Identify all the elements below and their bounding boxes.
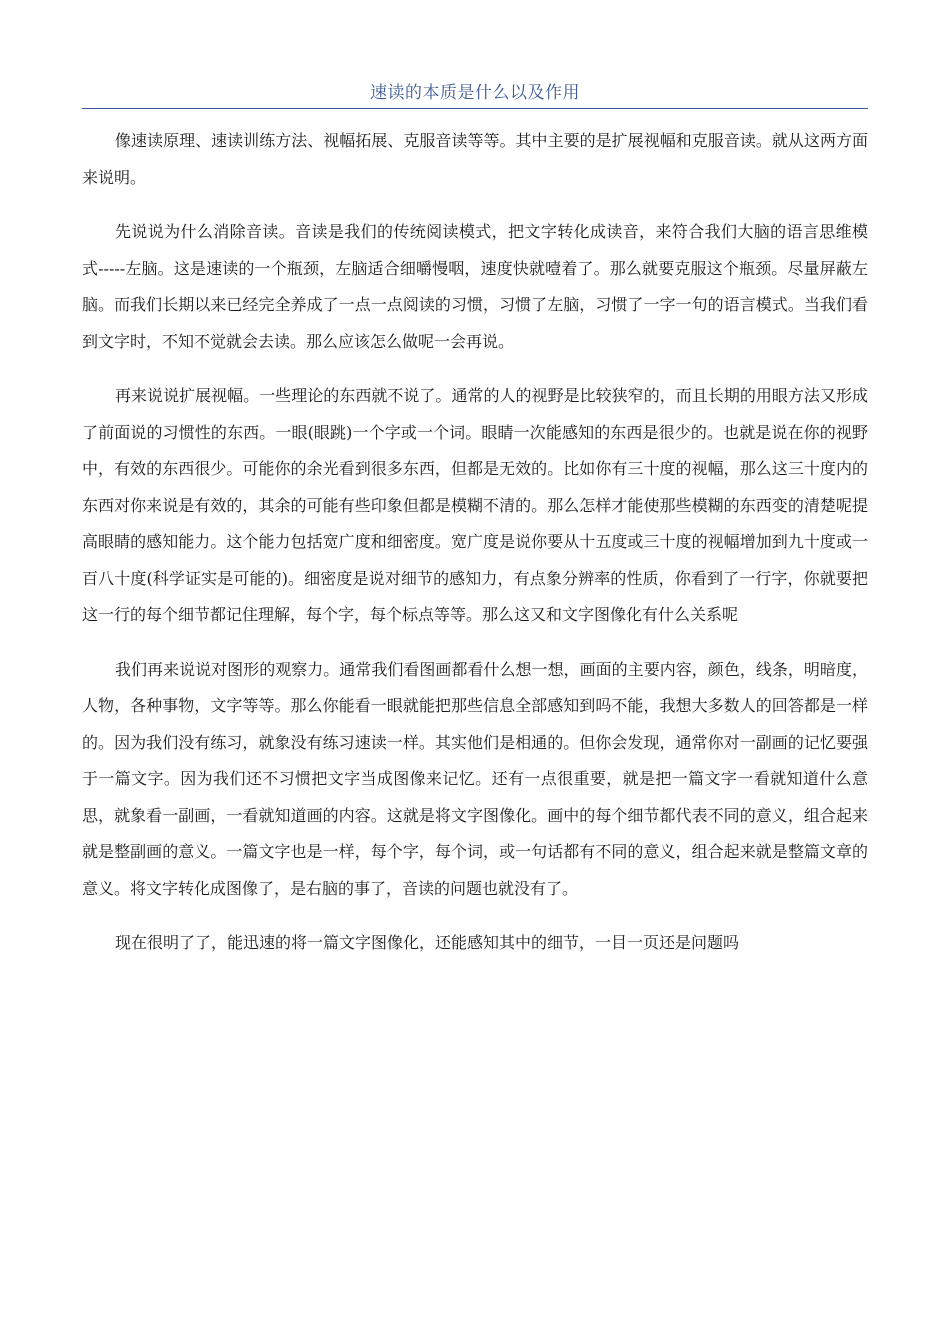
paragraph-2: 先说说为什么消除音读。音读是我们的传统阅读模式，把文字转化成读音，来符合我们大脑的语言思维模式-----左脑。这是速读的一个瓶颈，左脑适合细嚼慢咽，速度快就噎着了。那么就要克服这个瓶颈。尽量屏蔽左脑。而我们长期以来已经完全养成了一点一点阅读的习惯，习惯了左脑，习惯了一字一句的语言模式。当我们看到文字时，不知不觉就会去读。那么应该怎么做呢一会再说。	[82, 222, 868, 351]
page-header-title: 速读的本质是什么以及作用	[370, 83, 580, 103]
paragraph-1: 像速读原理、速读训练方法、视幅拓展、克服音读等等。其中主要的是扩展视幅和克服音读。就从这两方面来说明。	[82, 131, 868, 187]
paragraph-4: 我们再来说说对图形的观察力。通常我们看图画都看什么想一想，画面的主要内容，颜色，线条，明暗度，人物，各种事物，文字等等。那么你能看一眼就能把那些信息全部感知到吗不能，我想大多数人的回答都是一样的。因为我们没有练习，就象没有练习速读一样。其实他们是相通的。但你会发现，通常你对一副画的记忆要强于一篇文字。因为我们还不习惯把文字当成图像来记忆。还有一点很重要，就是把一篇文字一看就知道什么意思，就象看一副画，一看就知道画的内容。这就是将文字图像化。画中的每个细节都代表不同的意义，组合起来就是整副画的意义。一篇文字也是一样，每个字，每个词，或一句话都有不同的意义，组合起来就是整篇文章的意义。将文字转化成图像了，是右脑的事了，音读的问题也就没有了。	[82, 659, 868, 898]
paragraph-3: 再来说说扩展视幅。一些理论的东西就不说了。通常的人的视野是比较狭窄的，而且长期的用眼方法又形成了前面说的习惯性的东西。一眼(眼跳)一个字或一个词。眼睛一次能感知的东西是很少的。也就是说在你的视野中，有效的东西很少。可能你的余光看到很多东西，但都是无效的。比如你有三十度的视幅，那么这三十度内的东西对你来说是有效的，其余的可能有些印象但都是模糊不清的。那么怎样才能使那些模糊的东西变的清楚呢提高眼睛的感知能力。这个能力包括宽广度和细密度。宽广度是说你要从十五度或三十度的视幅增加到九十度或一百八十度(科学证实是可能的)。细密度是说对细节的感知力，有点象分辨率的性质，你看到了一行字，你就要把这一行的每个细节都记住理解，每个字，每个标点等等。那么这又和文字图像化有什么关系呢	[82, 386, 868, 624]
article-body	[82, 123, 868, 980]
paragraph-5: 现在很明了了，能迅速的将一篇文字图像化，还能感知其中的细节，一目一页还是问题吗	[115, 933, 740, 952]
document-page	[82, 0, 868, 1344]
header-divider	[82, 108, 868, 109]
